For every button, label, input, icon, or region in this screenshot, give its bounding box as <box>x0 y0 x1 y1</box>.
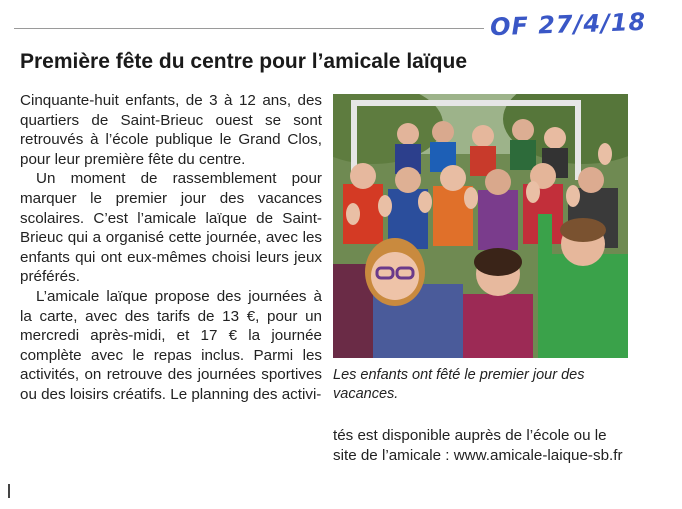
article-body-left-column <box>20 91 322 405</box>
article-paragraph-3: L’amicale laïque propose des journées à la carte, avec des tarifs de 13 €, pour un mercredi après-midi, et 17 € la journée complète avec le repas inclus. Parmi les activités, on retrouve des journées sportives ou des loisirs créatifs. Le planning des activi- <box>20 287 322 403</box>
article-photo <box>333 94 628 358</box>
photo-caption: Les enfants ont fêté le premier jour des vacances. <box>333 367 585 402</box>
group-of-children-photo <box>333 94 628 358</box>
margin-mark <box>8 484 10 498</box>
article-paragraph-2: Un moment de rassemblement pour marquer le premier jour des vacances scolaires. C’est l’amicale laïque de Saint-Brieuc qui a organisé cette journée, avec les enfants qui ont eux-mêmes choisi leurs jeux préférés. <box>20 170 322 286</box>
article-body-right-column <box>333 426 630 465</box>
article-paragraph-1: Cinquante-huit enfants, de 3 à 12 ans, des quartiers de Saint-Brieuc ouest se sont retrouvés à l’école publique le Grand Clos, pour leur première fête du centre. <box>20 92 322 168</box>
article-headline: Première fête du centre pour l’amicale laïque <box>20 50 467 73</box>
top-divider <box>14 28 484 29</box>
handwritten-date-annotation: OF 27/4/18 <box>489 7 647 42</box>
article-continuation: tés est disponible auprès de l’école ou le site de l’amicale : www.amicale-laique-sb.fr <box>333 427 623 464</box>
